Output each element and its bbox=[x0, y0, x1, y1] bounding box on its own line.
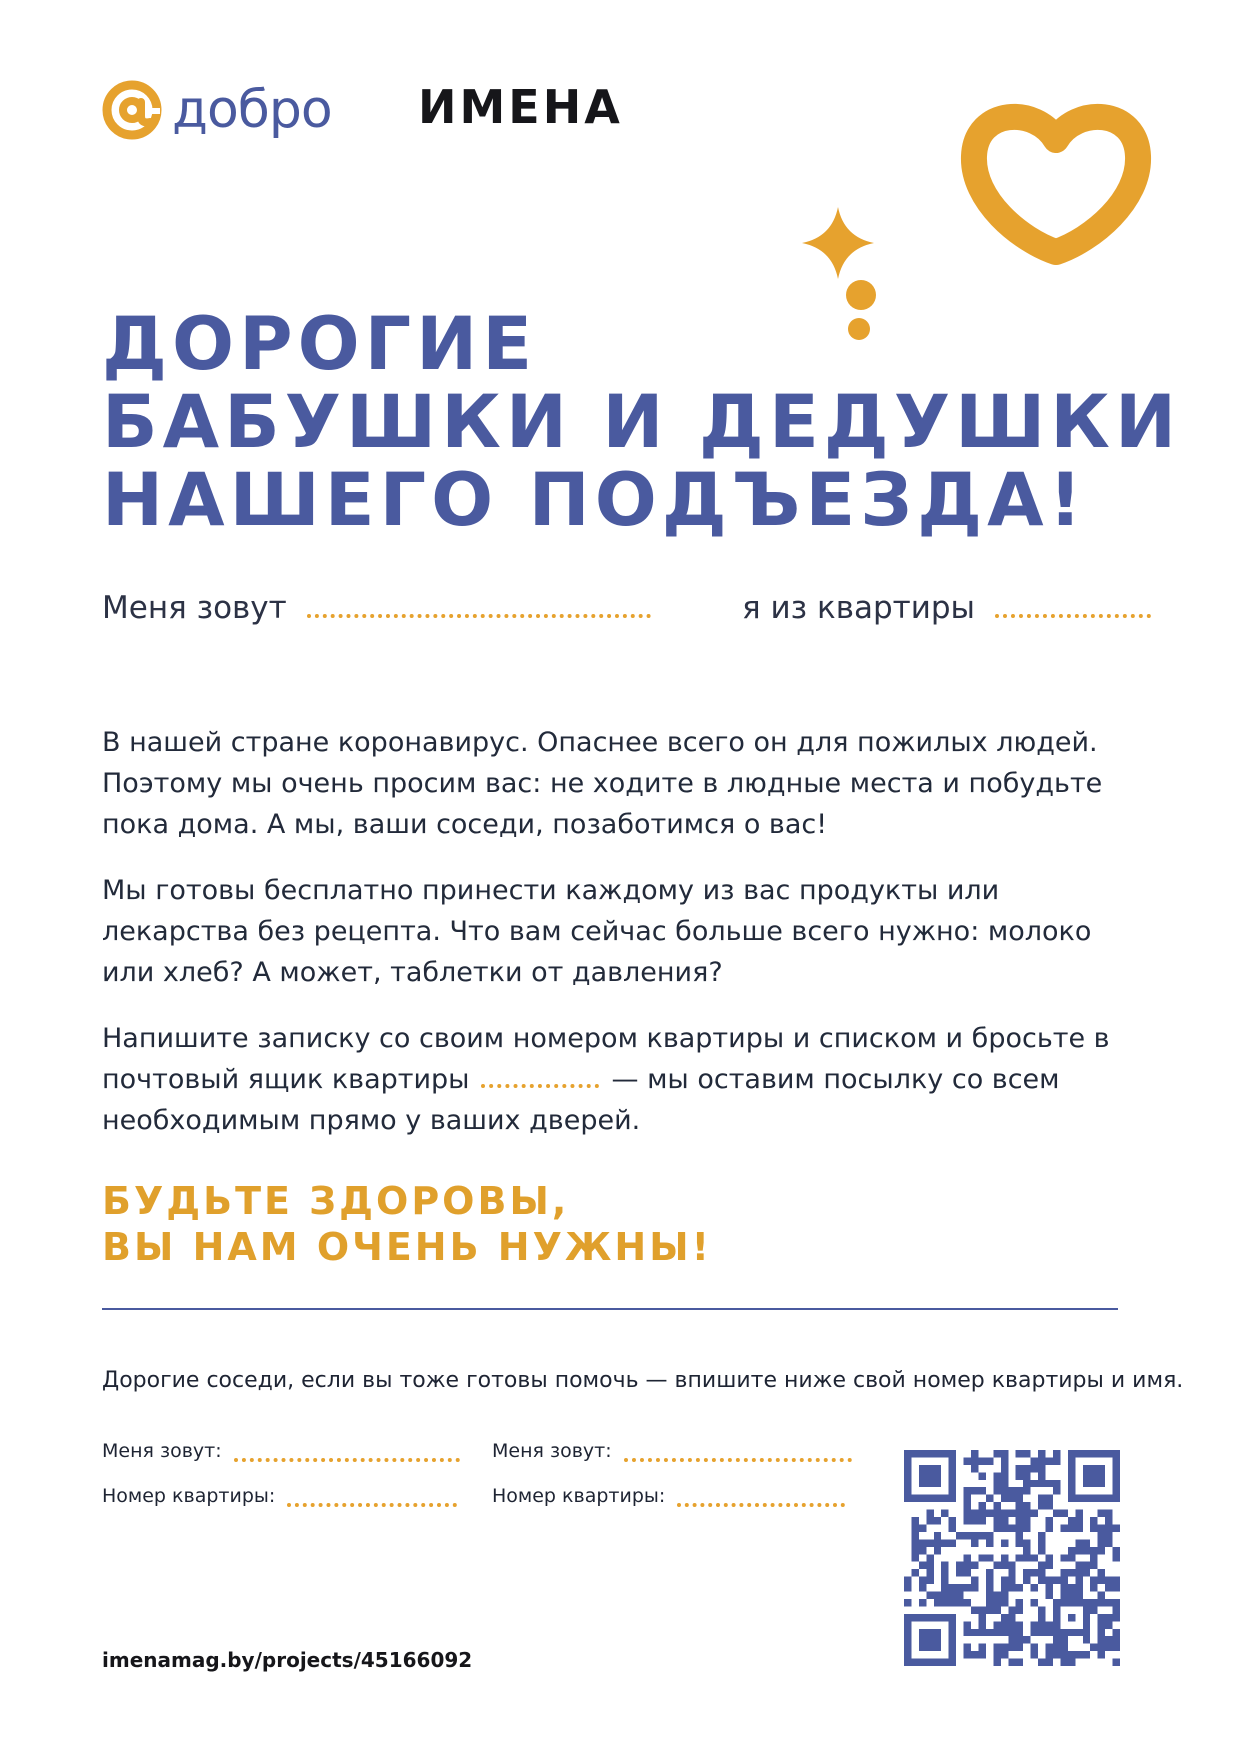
form-flat-label: Номер квартиры: bbox=[492, 1485, 666, 1507]
form-name-label: Меня зовут: bbox=[492, 1440, 612, 1462]
footer-url[interactable]: imenamag.by/projects/45166092 bbox=[102, 1648, 473, 1672]
qr-code-icon[interactable] bbox=[904, 1450, 1120, 1666]
form-name-blank[interactable] bbox=[234, 1442, 460, 1462]
paragraph-3-end: — мы оставим посылку со всем необходимым прямо у ваших дверей. bbox=[102, 1064, 1060, 1136]
paragraph-3-start: Напишите записку со своим номером квартиры и списком и бросьте в почтовый ящик квартиры bbox=[102, 1023, 1110, 1095]
heart-icon bbox=[958, 100, 1154, 266]
callout-heading bbox=[102, 1178, 712, 1270]
title-line-1: ДОРОГИЕ bbox=[102, 302, 538, 387]
title-line-2: БАБУШКИ И ДЕДУШКИ bbox=[102, 380, 1182, 465]
form-flat-blank[interactable] bbox=[287, 1487, 457, 1507]
intro-name-field bbox=[102, 588, 651, 626]
dobro-wordmark: добро bbox=[172, 80, 332, 140]
paragraph-2: Мы готовы бесплатно принести каждому из вас продукты или лекарства без рецепта. Что вам сейчас больше всего нужно: молоко или хлеб? А может, таблетки от давления? bbox=[102, 875, 1092, 988]
volunteer-2-name bbox=[492, 1440, 852, 1462]
paragraph-3 bbox=[102, 1018, 1142, 1141]
page-title bbox=[102, 302, 1182, 543]
intro-flat-field bbox=[742, 588, 1151, 626]
mailbox-flat-blank[interactable] bbox=[481, 1062, 599, 1088]
intro-name-label: Меня зовут bbox=[102, 590, 287, 626]
divider bbox=[102, 1308, 1118, 1310]
form-flat-blank[interactable] bbox=[677, 1487, 845, 1507]
dobro-at-icon bbox=[100, 78, 164, 142]
intro-flat-label: я из квартиры bbox=[742, 590, 976, 626]
dobro-logo bbox=[100, 78, 332, 142]
volunteer-1-flat bbox=[102, 1485, 457, 1507]
sparkle-icon bbox=[800, 205, 876, 281]
volunteer-2-flat bbox=[492, 1485, 845, 1507]
form-name-blank[interactable] bbox=[624, 1442, 852, 1462]
form-flat-label: Номер квартиры: bbox=[102, 1485, 276, 1507]
title-line-3: НАШЕГО ПОДЪЕЗДА! bbox=[102, 458, 1087, 543]
volunteer-1-name bbox=[102, 1440, 460, 1462]
callout-line-2: ВЫ НАМ ОЧЕНЬ НУЖНЫ! bbox=[102, 1225, 712, 1269]
paragraph-1: В нашей стране коронавирус. Опаснее всего он для пожилых людей. Поэтому мы очень просим вас: не ходите в людные места и побудьте пока дома. А мы, ваши соседи, позаботимся о вас! bbox=[102, 727, 1103, 840]
imena-logo: ИМЕНА bbox=[418, 80, 623, 134]
form-name-label: Меня зовут: bbox=[102, 1440, 222, 1462]
name-blank[interactable] bbox=[307, 588, 651, 618]
callout-line-1: БУДЬТЕ ЗДОРОВЫ, bbox=[102, 1179, 570, 1223]
flat-blank[interactable] bbox=[995, 588, 1151, 618]
neighbors-note: Дорогие соседи, если вы тоже готовы помочь — впишите ниже свой номер квартиры и имя. bbox=[102, 1368, 1184, 1393]
